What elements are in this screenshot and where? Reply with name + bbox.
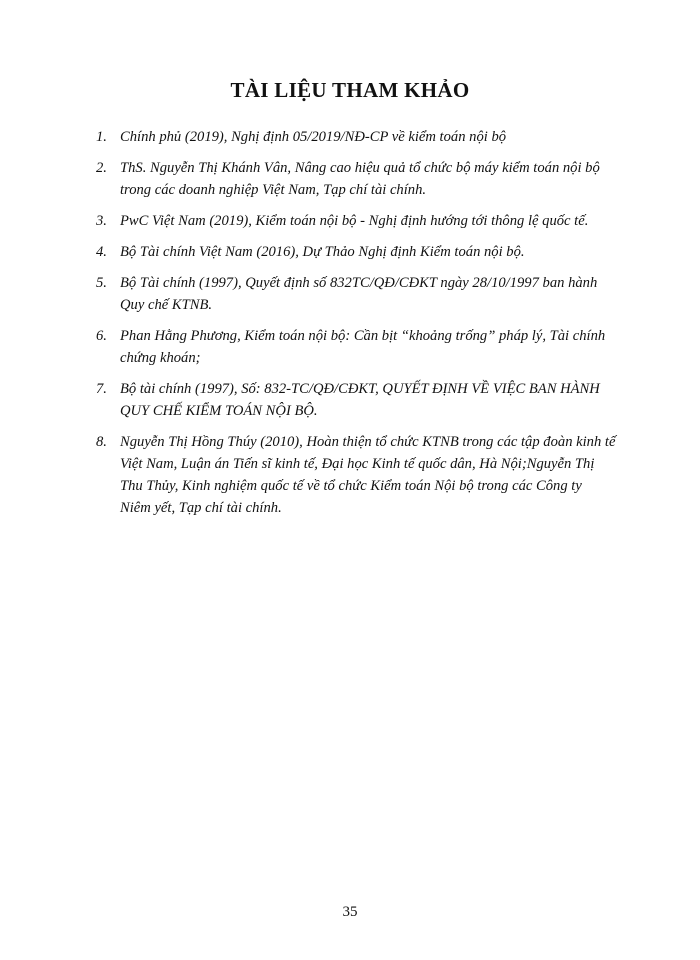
reference-number: 7.: [96, 381, 107, 397]
reference-text: Bộ tài chính (1997), Số: 832-TC/QĐ/CĐKT, QUYẾT ĐỊNH VỀ VIỆC BAN HÀNH QUY CHẾ KIỂM TOÁN NỘI BỘ.: [120, 381, 600, 419]
page-number: 35: [342, 904, 358, 920]
reference-item: [96, 241, 616, 263]
reference-text: PwC Việt Nam (2019), Kiểm toán nội bộ - Nghị định hướng tới thông lệ quốc tế.: [120, 213, 589, 229]
reference-item: [96, 325, 616, 369]
reference-text: Nguyễn Thị Hồng Thúy (2010), Hoàn thiện tổ chức KTNB trong các tập đoàn kinh tế Việt Nam, Luận án Tiến sĩ kinh tế, Đại học Kinh tế quốc dân, Hà Nội;Nguyễn Thị Thu Thủy, Kinh nghiệm quốc tế về tổ chức Kiểm toán Nội bộ trong các Công ty Niêm yết, Tạp chí tài chính.: [120, 434, 616, 516]
reference-number: 3.: [96, 213, 107, 229]
reference-number: 6.: [96, 328, 107, 344]
reference-text: Bộ Tài chính Việt Nam (2016), Dự Thảo Nghị định Kiểm toán nội bộ.: [120, 244, 525, 260]
reference-text: ThS. Nguyễn Thị Khánh Vân, Nâng cao hiệu quả tổ chức bộ máy kiểm toán nội bộ trong các doanh nghiệp Việt Nam, Tạp chí tài chính.: [120, 160, 600, 198]
page-title: TÀI LIỆU THAM KHẢO: [230, 78, 470, 102]
reference-list: [96, 126, 616, 528]
reference-number: 4.: [96, 244, 107, 260]
reference-text: Bộ Tài chính (1997), Quyết định số 832TC/QĐ/CĐKT ngày 28/10/1997 ban hành Quy chế KTNB.: [120, 275, 598, 313]
reference-item: [96, 126, 616, 148]
reference-item: [96, 157, 616, 201]
reference-item: [96, 378, 616, 422]
reference-number: 8.: [96, 434, 107, 450]
reference-text: Phan Hằng Phương, Kiểm toán nội bộ: Cần bịt “khoảng trống” pháp lý, Tài chính chứng khoán;: [120, 328, 606, 366]
reference-number: 2.: [96, 160, 107, 176]
reference-item: [96, 210, 616, 232]
reference-number: 5.: [96, 275, 107, 291]
reference-number: 1.: [96, 129, 107, 145]
reference-item: [96, 431, 616, 519]
reference-text: Chính phủ (2019), Nghị định 05/2019/NĐ-CP về kiểm toán nội bộ: [120, 129, 507, 145]
reference-item: [96, 272, 616, 316]
